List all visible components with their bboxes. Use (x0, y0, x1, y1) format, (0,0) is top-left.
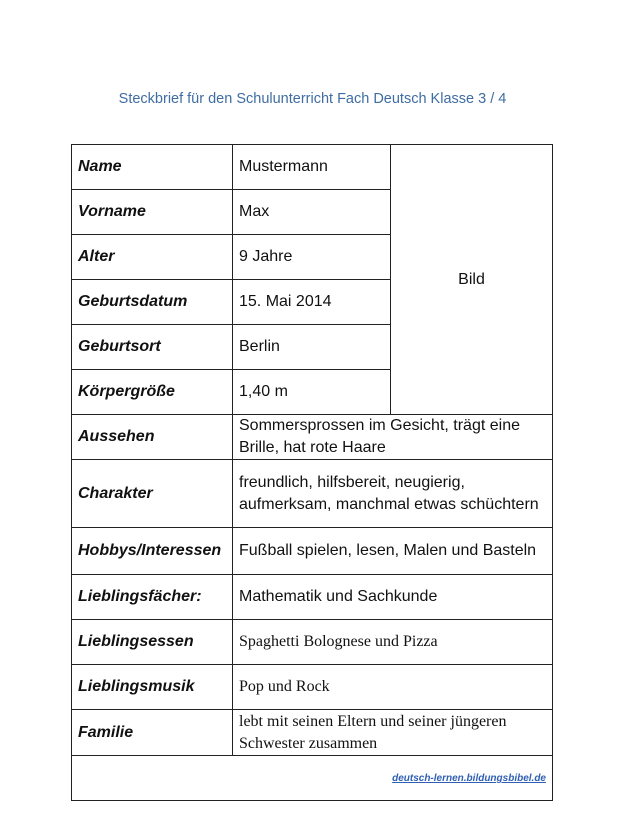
table-row (72, 460, 553, 528)
source-link[interactable]: deutsch-lernen.bildungsbibel.de (392, 773, 546, 784)
table-row (72, 575, 553, 620)
row-label: Familie (72, 710, 233, 756)
page-title: Steckbrief für den Schulunterricht Fach Deutsch Klasse 3 / 4 (118, 91, 507, 107)
row-label: Name (72, 145, 233, 190)
profile-table (71, 144, 553, 801)
row-value: 9 Jahre (233, 235, 391, 280)
row-value: Max (233, 190, 391, 235)
row-label: Geburtsdatum (72, 280, 233, 325)
row-label: Charakter (72, 460, 233, 528)
row-value: 1,40 m (233, 370, 391, 415)
row-value: Mathematik und Sachkunde (233, 575, 553, 620)
row-value: Sommersprossen im Gesicht, trägt eine Brille, hat rote Haare (233, 415, 553, 460)
row-label: Körpergröße (72, 370, 233, 415)
row-label: Geburtsort (72, 325, 233, 370)
row-value: Spaghetti Bolognese und Pizza (233, 620, 553, 665)
table-row (72, 620, 553, 665)
picture-placeholder: Bild (391, 145, 553, 415)
table-row (72, 145, 553, 190)
row-value: 15. Mai 2014 (233, 280, 391, 325)
row-value: Berlin (233, 325, 391, 370)
row-value: lebt mit seinen Eltern und seiner jüngeren Schwester zusammen (233, 710, 553, 756)
row-value: freundlich, hilfsbereit, neugierig, aufmerksam, manchmal etwas schüchtern (233, 460, 553, 528)
row-label: Vorname (72, 190, 233, 235)
footer-cell (72, 756, 553, 801)
footer-row (72, 756, 553, 801)
row-label: Lieblingsfächer: (72, 575, 233, 620)
table-row (72, 528, 553, 575)
row-label: Lieblingsmusik (72, 665, 233, 710)
row-label: Hobbys/Interessen (72, 528, 233, 575)
row-value: Mustermann (233, 145, 391, 190)
row-label: Aussehen (72, 415, 233, 460)
row-value: Fußball spielen, lesen, Malen und Basteln (233, 528, 553, 575)
table-row (72, 665, 553, 710)
row-label: Lieblingsessen (72, 620, 233, 665)
row-value: Pop und Rock (233, 665, 553, 710)
table-row (72, 415, 553, 460)
table-row (72, 710, 553, 756)
row-label: Alter (72, 235, 233, 280)
